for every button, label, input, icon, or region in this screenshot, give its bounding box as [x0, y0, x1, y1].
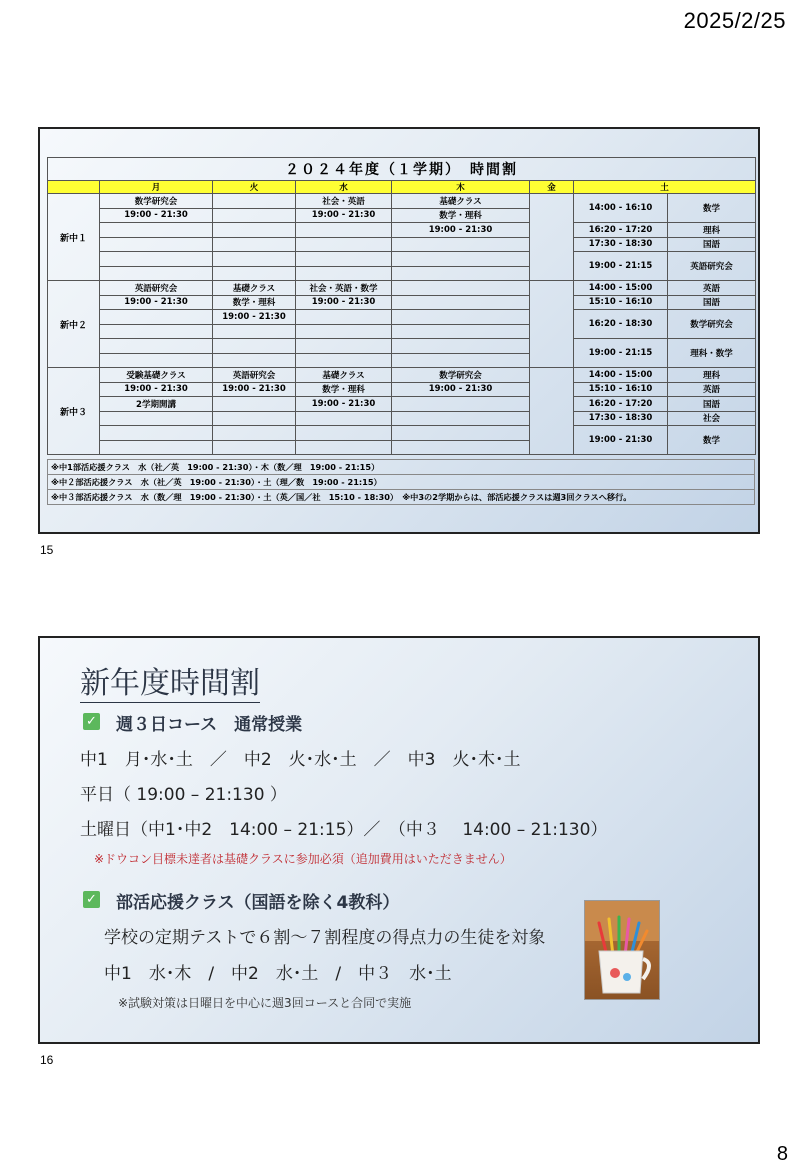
section-heading: 週３日コース 通常授業	[116, 715, 303, 735]
cell: 英語	[668, 382, 756, 397]
section-heading: 部活応援クラス（国語を除く4教科）	[116, 893, 400, 913]
cell: 国語	[668, 397, 756, 412]
day-header: 月	[100, 181, 213, 194]
note-line: ※中1部活応援クラス 水（社／英 19:00 - 21:30）・木（数／理 19:00 - 21:15）	[47, 459, 755, 475]
cell: 17:30 - 18:30	[574, 411, 668, 426]
group-label: 新中３	[48, 368, 100, 455]
cell: 15:10 - 16:10	[574, 382, 668, 397]
cell: 14:00 - 16:10	[574, 194, 668, 223]
cell: 理科	[668, 368, 756, 383]
cell: 14:00 - 15:00	[574, 281, 668, 296]
schedule-line: 中1 水･木 / 中2 水･土 / 中３ 水･土	[104, 964, 452, 984]
slide-title: 新年度時間割	[80, 666, 260, 701]
schedule-line: 平日（ 19:00 – 21:130 ）	[80, 785, 287, 805]
cell: 数学研究会	[392, 368, 530, 383]
checkbox-checked-icon: ✓	[83, 713, 100, 730]
cell: 19:00 - 21:30	[392, 223, 530, 238]
cell: 基礎クラス	[213, 281, 296, 296]
cell: 19:00 - 21:30	[100, 382, 213, 397]
cell: 理科・数学	[668, 339, 756, 368]
cell: 英語研究会	[668, 252, 756, 281]
cell: 15:10 - 16:10	[574, 295, 668, 310]
cell: 基礎クラス	[392, 194, 530, 209]
cell: 国語	[668, 295, 756, 310]
cell: 社会	[668, 411, 756, 426]
requirement-note: ※ドウコン目標未達者は基礎クラスに参加必須（追加費用はいただきません）	[94, 852, 512, 866]
cell: 基礎クラス	[296, 368, 392, 383]
day-header: 土	[574, 181, 756, 194]
cell: 19:00 - 21:15	[574, 252, 668, 281]
cell: 国語	[668, 237, 756, 252]
cell: 19:00 - 21:30	[213, 382, 296, 397]
slide-15-timetable	[38, 127, 760, 534]
cell: 数学研究会	[668, 310, 756, 339]
slide-number: 15	[40, 543, 54, 557]
cell: 数学	[668, 194, 756, 223]
cell: 16:20 - 17:20	[574, 223, 668, 238]
cell: 英語研究会	[100, 281, 213, 296]
schedule-line: 土曜日（中1･中2 14:00 – 21:15）／ （中３ 14:00 – 21:130）	[80, 820, 608, 840]
day-header: 水	[296, 181, 392, 194]
cell: 19:00 - 21:30	[100, 295, 213, 310]
cell: 社会・英語・数学	[296, 281, 392, 296]
cell: 19:00 - 21:30	[296, 208, 392, 223]
cell: 受験基礎クラス	[100, 368, 213, 383]
cell: 14:00 - 15:00	[574, 368, 668, 383]
timetable-notes	[47, 459, 755, 505]
cell: 2学期開講	[100, 397, 213, 412]
schedule-line: 学校の定期テストで６割～７割程度の得点力の生徒を対象	[104, 928, 546, 948]
day-header: 火	[213, 181, 296, 194]
cell: 数学・理科	[392, 208, 530, 223]
cell: 19:00 - 21:30	[296, 295, 392, 310]
timetable-title: ２０２４年度（１学期） 時間割	[48, 158, 756, 181]
cell: 理科	[668, 223, 756, 238]
cell: 19:00 - 21:30	[100, 208, 213, 223]
slide-16-new-schedule	[38, 636, 760, 1044]
pencil-cup-photo	[584, 900, 660, 1000]
cell: 数学・理科	[296, 382, 392, 397]
header-date: 2025/2/25	[683, 8, 786, 33]
cell: 数学研究会	[100, 194, 213, 209]
cell: 数学	[668, 426, 756, 455]
cell: 16:20 - 18:30	[574, 310, 668, 339]
day-header: 木	[392, 181, 530, 194]
cell: 19:00 - 21:30	[574, 426, 668, 455]
schedule-line: 中1 月･水･土 ／ 中2 火･水･土 ／ 中3 火･木･土	[80, 750, 521, 770]
group-label: 新中２	[48, 281, 100, 368]
timetable	[47, 157, 756, 455]
checkbox-checked-icon: ✓	[83, 891, 100, 908]
page-number: 8	[776, 1143, 788, 1165]
cell: 17:30 - 18:30	[574, 237, 668, 252]
cell: 19:00 - 21:15	[574, 339, 668, 368]
cell: 19:00 - 21:30	[296, 397, 392, 412]
group-label: 新中１	[48, 194, 100, 281]
cell: 社会・英語	[296, 194, 392, 209]
note-line: ※中３部活応援クラス 水（数／理 19:00 - 21:30）・土（英／国／社 15:10 - 18:30） ※中3の2学期からは、部活応援クラスは週3回クラスへ移行。	[47, 490, 755, 505]
cell: 19:00 - 21:30	[392, 382, 530, 397]
cell: 英語研究会	[213, 368, 296, 383]
cell: 16:20 - 17:20	[574, 397, 668, 412]
cell: 英語	[668, 281, 756, 296]
day-header: 金	[530, 181, 574, 194]
exam-note: ※試験対策は日曜日を中心に週3回コースと合同で実施	[118, 996, 412, 1010]
cell: 数学・理科	[213, 295, 296, 310]
note-line: ※中２部活応援クラス 水（社／英 19:00 - 21:30）・土（理／数 19:00 - 21:15）	[47, 475, 755, 490]
slide-number: 16	[40, 1053, 54, 1067]
cell: 19:00 - 21:30	[213, 310, 296, 325]
